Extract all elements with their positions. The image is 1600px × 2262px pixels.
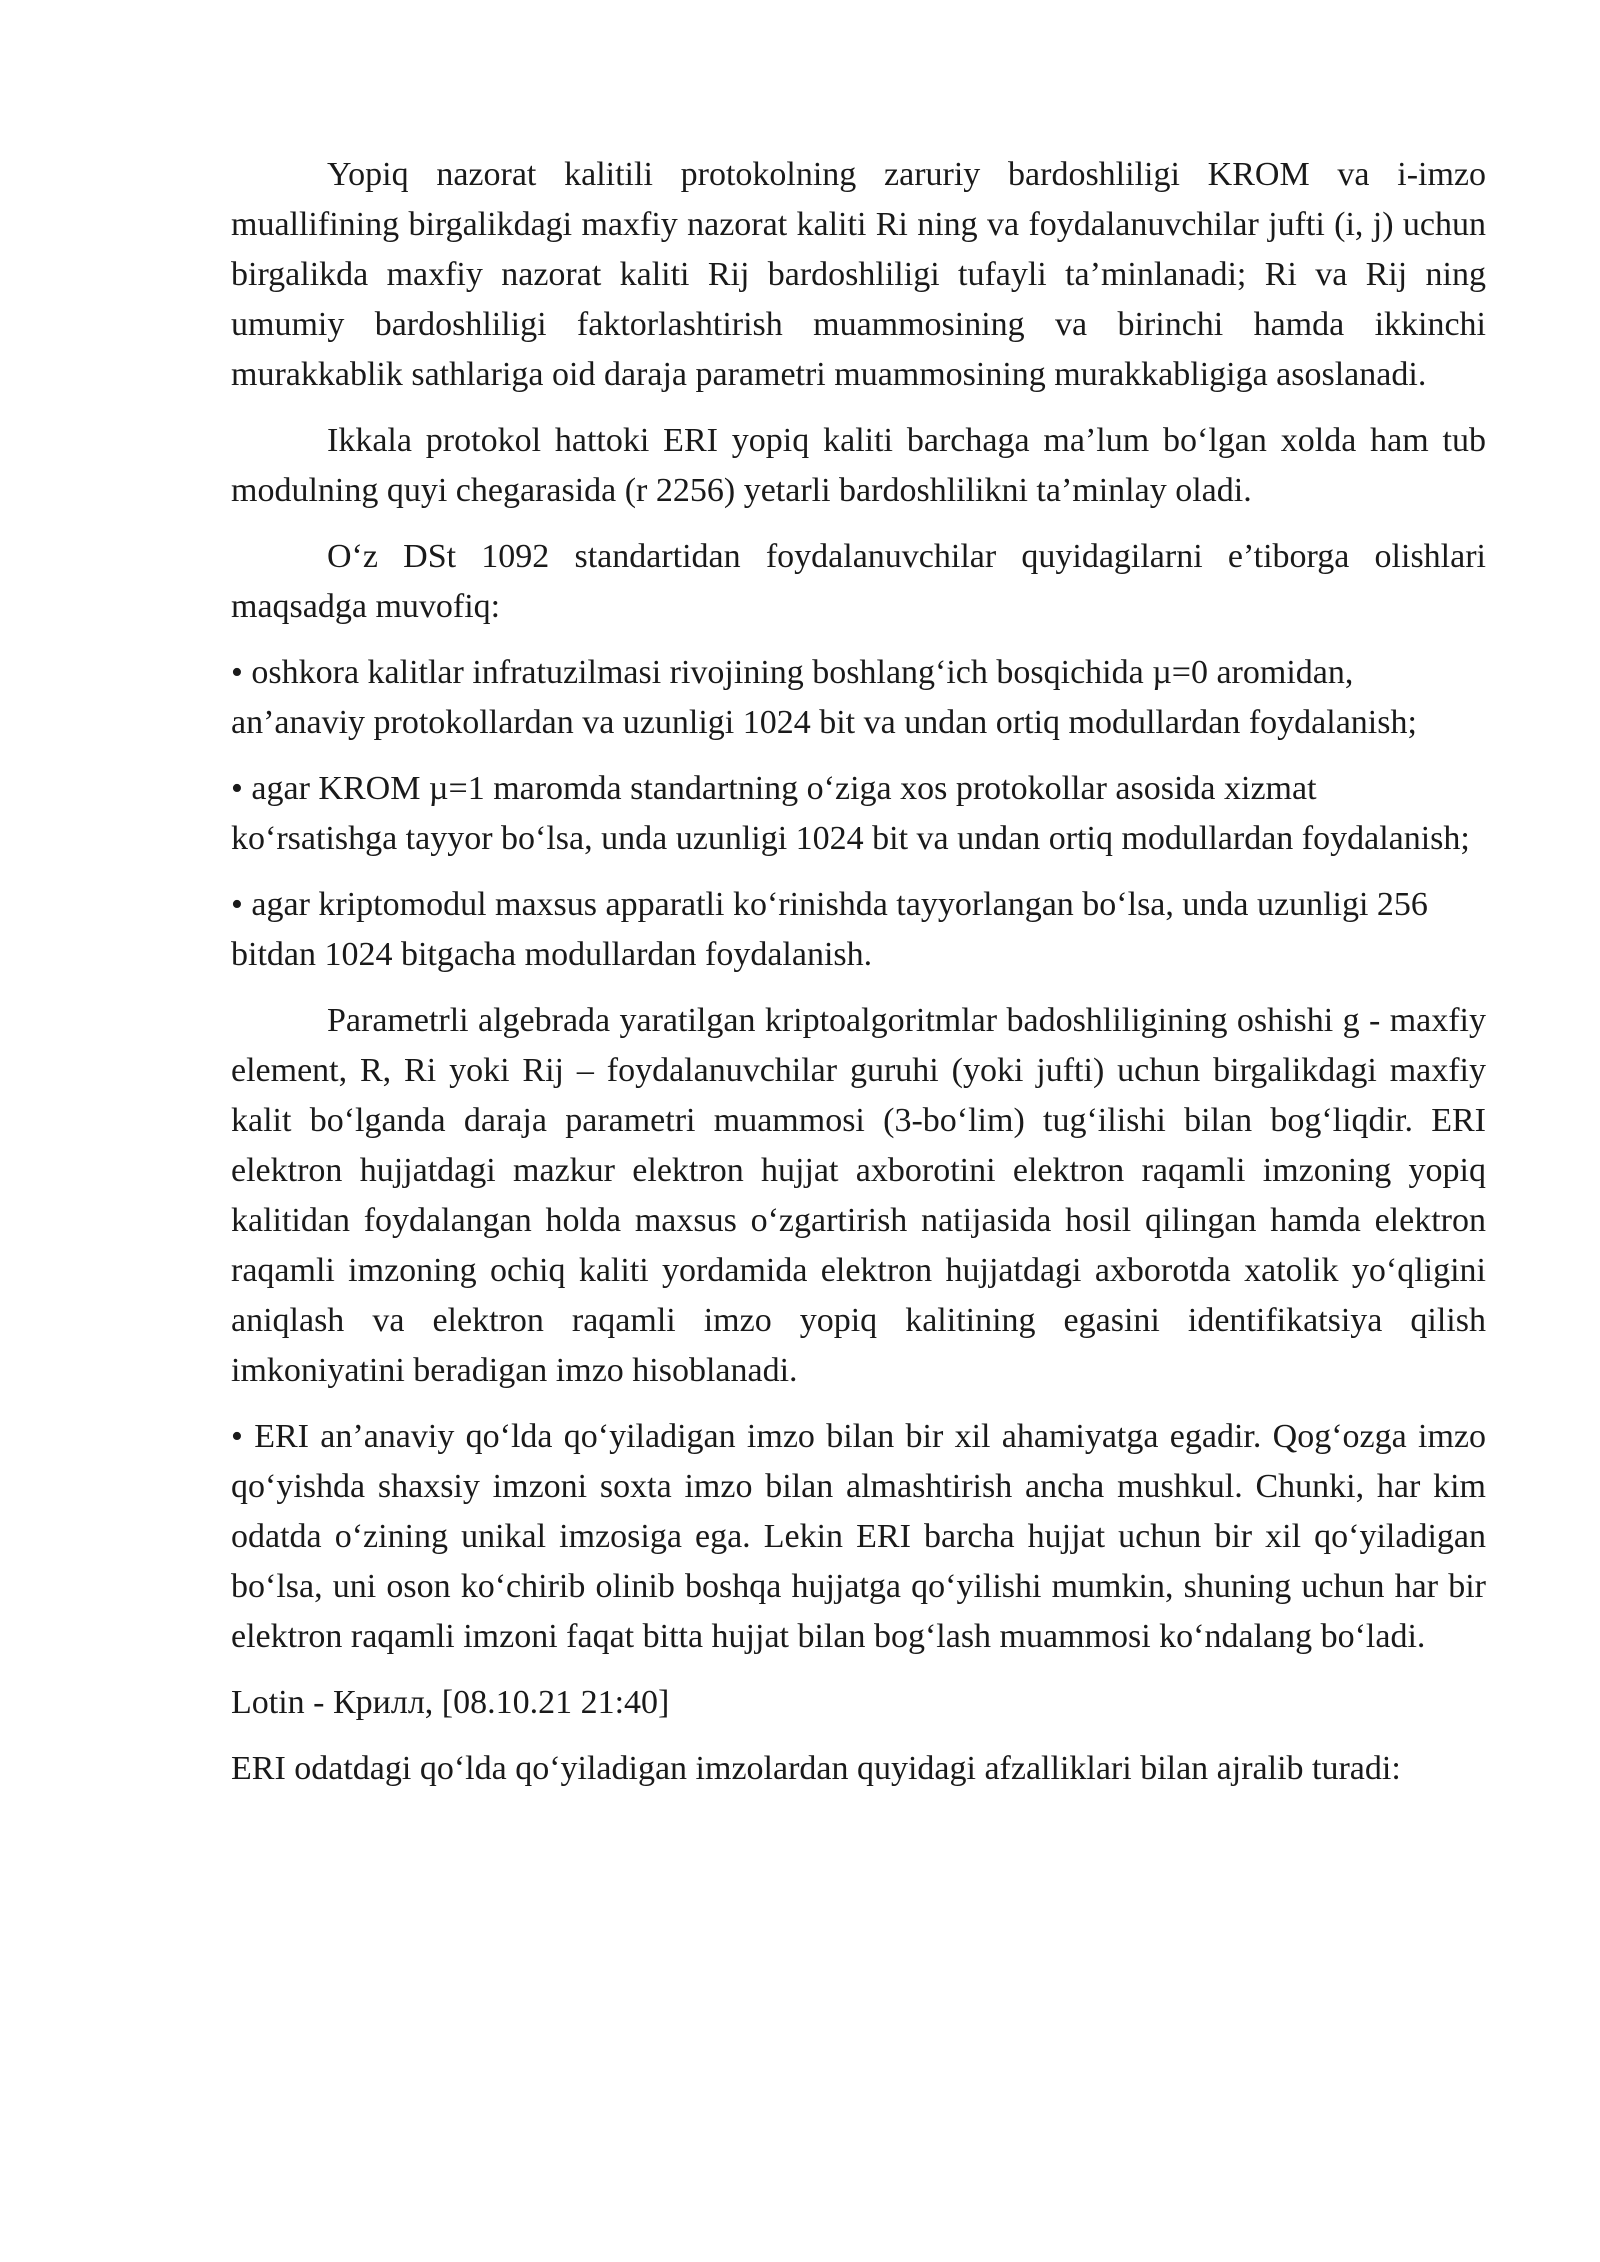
- bullet-item-eri-comparison: • ERI an’anaviy qo‘lda qo‘yiladigan imzo bilan bir xil ahamiyatga egadir. Qog‘ozga imzo qo‘yishda shaxsiy imzoni soxta imzo bilan almashtirish ancha mushkul. Chunki, har kim odatda o‘zining unikal imzosiga ega. Lekin ERI barcha hujjat uchun bir xil qo‘yiladigan bo‘lsa, uni oson ko‘chirib olinib boshqa hujjatga qo‘yilishi mumkin, shuning uchun har bir elektron raqamli imzoni faqat bitta hujjat bilan bog‘lash muammosi ko‘ndalang bo‘ladi.: [231, 1418, 1486, 1655]
- paragraph-protocol-security: Yopiq nazorat kalitili protokolning zaruriy bardoshliligi KROM va i-imzo muallifining birgalikdagi maxfiy nazorat kaliti Ri ning va foydalanuvchilar jufti (i, j) uchun birgalikda maxfiy nazorat kaliti Rij bardoshliligi tufayli ta’minlanadi; Ri va Rij ning umumiy bardoshliligi faktorlashtirish muammosining va birinchi hamda ikkinchi murakkablik sathlariga oid daraja parametri muammosining murakkabligiga asoslanadi.: [231, 156, 1486, 393]
- chat-timestamp-line: Lotin - Крилл, [08.10.21 21:40]: [231, 1684, 670, 1721]
- bullet-item-pki-stage: • oshkora kalitlar infratuzilmasi rivojining boshlang‘ich bosqichida µ=0 aromidan, an’anaviy protokollardan va uzunligi 1024 bit va undan ortiq modullardan foydalanish;: [231, 654, 1417, 741]
- document-page: [231, 150, 1486, 1810]
- paragraph-prime-modulus: Ikkala protokol hattoki ERI yopiq kaliti barchaga ma’lum bo‘lgan xolda ham tub modulning quyi chegarasida (r 2256) yetarli bardoshlilikni ta’minlay oladi.: [231, 422, 1486, 509]
- bullet-item-crypto-module: • agar kriptomodul maxsus apparatli ko‘rinishda tayyorlangan bo‘lsa, unda uzunligi 256 bitdan 1024 bitgacha modullardan foydalanish.: [231, 886, 1428, 973]
- paragraph-standard-usage: O‘z DSt 1092 standartidan foydalanuvchilar quyidagilarni e’tiborga olishlari maqsadga muvofiq:: [231, 538, 1486, 625]
- paragraph-parametric-algebra: Parametrli algebrada yaratilgan kriptoalgoritmlar badoshliligining oshishi g - maxfiy element, R, Ri yoki Rij – foydalanuvchilar guruhi (yoki jufti) uchun birgalikdagi maxfiy kalit bo‘lganda daraja parametri muammosi (3-bo‘lim) tug‘ilishi bilan bog‘liqdir. ERI elektron hujjatdagi mazkur elektron hujjat axborotini elektron raqamli imzoning yopiq kalitidan foydalangan holda maxsus o‘zgartirish natijasida hosil qilingan hamda elektron raqamli imzoning ochiq kaliti yordamida elektron hujjatdagi axborotda xatolik yo‘qligini aniqlash va elektron raqamli imzo yopiq kalitining egasini identifikatsiya qilish imkoniyatini beradigan imzo hisoblanadi.: [231, 1002, 1486, 1389]
- bullet-item-krom-mode: • agar KROM µ=1 maromda standartning o‘ziga xos protokollar asosida xizmat ko‘rsatishga tayyor bo‘lsa, unda uzunligi 1024 bit va undan ortiq modullardan foydalanish;: [231, 770, 1470, 857]
- paragraph-eri-advantages: ERI odatdagi qo‘lda qo‘yiladigan imzolardan quyidagi afzalliklari bilan ajralib turadi:: [231, 1750, 1401, 1787]
